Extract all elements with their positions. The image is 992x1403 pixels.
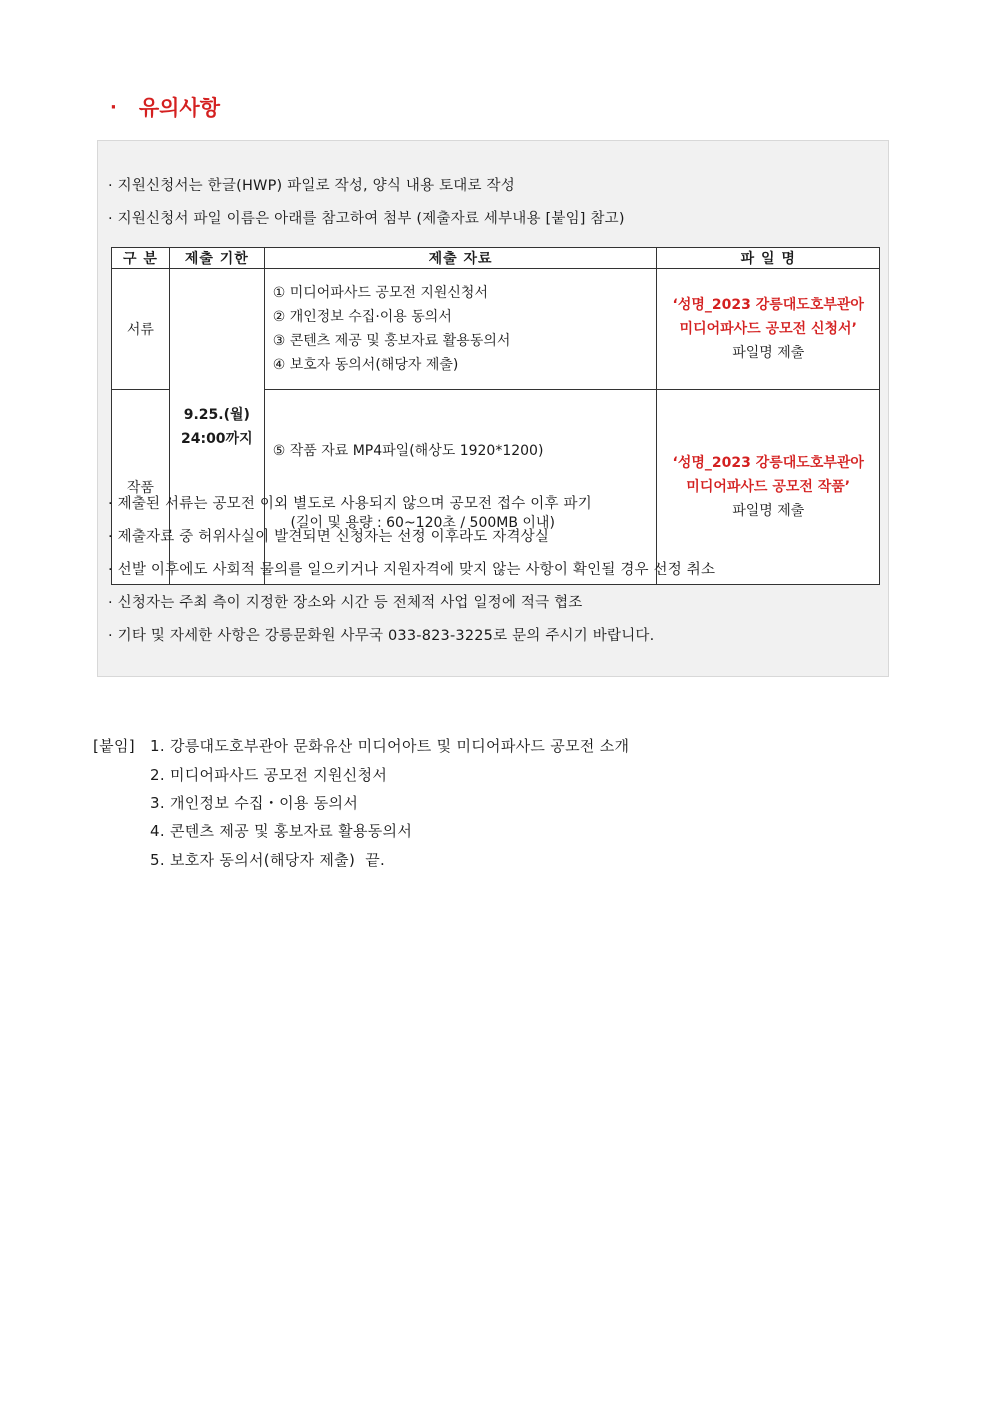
filename-line: 미디어파사드 공모전 작품’ xyxy=(686,479,851,495)
row-category: 작품 xyxy=(112,390,170,585)
attachment-item: 1. 강릉대도호부관아 문화유산 미디어아트 및 미디어파사드 공모전 소개 xyxy=(150,737,630,755)
row-category: 서류 xyxy=(112,269,170,390)
filename-line: ‘성명_2023 강릉대도호부관아 xyxy=(672,455,864,471)
material-item: ① 미디어파사드 공모전 지원신청서 xyxy=(272,285,488,301)
note-item: · 지원신청서 파일 이름은 아래를 참고하여 첨부 (제출자료 세부내용 [붙임] 참고) xyxy=(108,211,625,227)
note-item: · 제출된 서류는 공모전 이외 별도로 사용되지 않으며 공모전 접수 이후 파기 xyxy=(108,496,592,512)
note-item: · 신청자는 주최 측이 지정한 장소와 시간 등 전체적 사업 일정에 적극 협조 xyxy=(108,595,583,611)
material-item: ④ 보호자 동의서(해당자 제출) xyxy=(272,357,459,373)
heading-title: 유의사항 xyxy=(138,96,220,120)
deadline-time: 24:00까지 xyxy=(180,430,253,447)
note-item: · 지원신청서는 한글(HWP) 파일로 작성, 양식 내용 토대로 작성 xyxy=(108,178,515,194)
table-header-row xyxy=(112,248,880,269)
deadline-date: 9.25.(월) xyxy=(183,406,250,423)
materials-cell xyxy=(264,390,657,585)
header-filename: 파 일 명 xyxy=(657,248,880,269)
heading-bullet: · xyxy=(110,96,117,118)
header-materials: 제출 자료 xyxy=(264,248,657,269)
header-category: 구 분 xyxy=(112,248,170,269)
filename-suffix: 파일명 제출 xyxy=(732,503,805,519)
attachment-item: 5. 보호자 동의서(해당자 제출) 끝. xyxy=(150,851,386,869)
material-item: ③ 콘텐츠 제공 및 홍보자료 활용동의서 xyxy=(272,333,511,349)
material-item: ② 개인정보 수집·이용 동의서 xyxy=(272,309,452,325)
filename-line: ‘성명_2023 강릉대도호부관아 xyxy=(672,297,864,313)
attachment-item: 3. 개인정보 수집・이용 동의서 xyxy=(150,794,359,812)
section-heading xyxy=(110,92,220,122)
notice-box xyxy=(97,140,889,677)
material-item: (길이 및 용량 : 60~120초 / 500MB 이내) xyxy=(272,515,555,531)
table-row xyxy=(112,269,880,390)
note-item: · 제출자료 중 허위사실이 발견되면 신청자는 선정 이후라도 자격상실 xyxy=(108,529,550,545)
filename-suffix: 파일명 제출 xyxy=(732,345,805,361)
filename-cell xyxy=(657,390,880,585)
filename-line: 미디어파사드 공모전 신청서’ xyxy=(679,321,857,337)
note-item: · 선발 이후에도 사회적 물의를 일으키거나 지원자격에 맞지 않는 사항이 확인될 경우 선정 취소 xyxy=(108,562,716,578)
attachment-item: 4. 콘텐츠 제공 및 홍보자료 활용동의서 xyxy=(150,822,413,840)
attachment-item: 2. 미디어파사드 공모전 지원신청서 xyxy=(150,766,388,784)
filename-cell xyxy=(657,269,880,390)
materials-cell xyxy=(264,269,657,390)
material-item: ⑤ 작품 자료 MP4파일(해상도 1920*1200) xyxy=(272,443,544,459)
header-deadline: 제출 기한 xyxy=(169,248,264,269)
attachment-label: [붙임] xyxy=(93,737,135,755)
note-item: · 기타 및 자세한 사항은 강릉문화원 사무국 033-823-3225로 문의 주시기 바랍니다. xyxy=(108,628,655,644)
